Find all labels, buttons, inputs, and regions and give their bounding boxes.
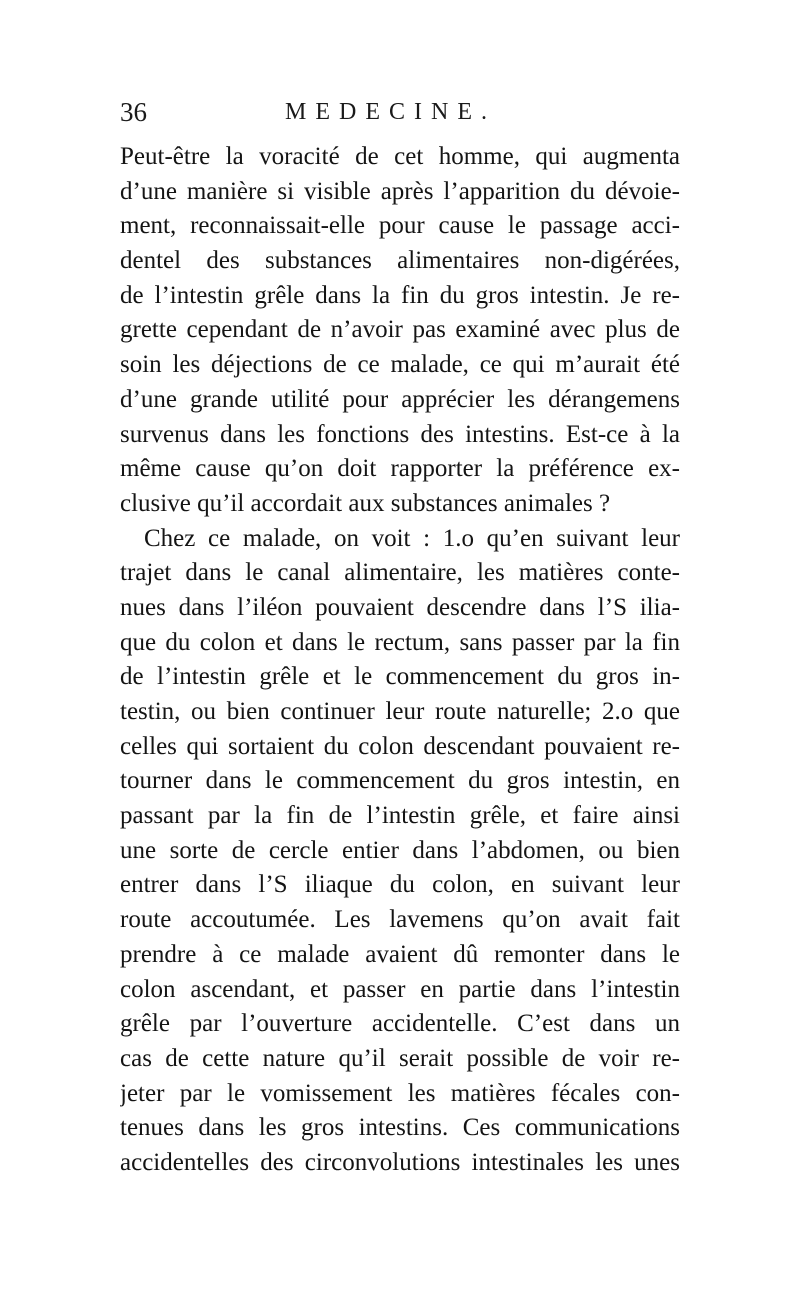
- text-line: grêle par l’ouverture accidentelle. C’est dans un: [120, 1010, 680, 1038]
- text-line: de l’intestin grêle et le commencement du gros in-: [120, 663, 680, 691]
- text-line: jeter par le vomissement les matières fécales con-: [120, 1079, 680, 1107]
- text-line: Chez ce malade, on voit : 1.o qu’en suivant leur: [144, 524, 680, 552]
- text-line: que du colon et dans le rectum, sans passer par la fin: [120, 628, 680, 656]
- text-line: accidentelles des circonvolutions intestinales les unes: [120, 1148, 680, 1176]
- text-line: d’une grande utilité pour apprécier les dérangemens: [120, 385, 680, 413]
- text-line: trajet dans le canal alimentaire, les matières conte-: [120, 559, 680, 587]
- text-line: testin, ou bien continuer leur route naturelle; 2.o que: [120, 698, 680, 725]
- running-head: [120, 92, 680, 132]
- text-line: celles qui sortaient du colon descendant pouvaient re-: [120, 732, 680, 760]
- page-number: 36: [120, 97, 147, 127]
- text-line: Peut-être la voracité de cet homme, qui augmenta: [120, 143, 680, 170]
- running-title: MEDECINE.: [285, 99, 496, 125]
- text-line: de l’intestin grêle dans la fin du gros intestin. Je re-: [120, 281, 680, 309]
- text-line: clusive qu’il accordait aux substances animales ?: [120, 489, 611, 517]
- text-line: une sorte de cercle entier dans l’abdomen, ou bien: [120, 836, 680, 864]
- text-line: soin les déjections de ce malade, ce qui m’aurait été: [120, 351, 680, 379]
- text-line: tenues dans les gros intestins. Ces communications: [120, 1114, 680, 1142]
- text-line: même cause qu’on doit rapporter la préférence ex-: [120, 455, 680, 483]
- text-line: ment, reconnaissait-elle pour cause le passage acci-: [120, 212, 680, 240]
- text-line: d’une manière si visible après l’apparition du dévoie-: [120, 177, 680, 205]
- text-line: dentel des substances alimentaires non-digérées,: [120, 247, 680, 275]
- text-line: route accoutumée. Les lavemens qu’on avait fait: [120, 906, 680, 934]
- text-line: grette cependant de n’avoir pas examiné avec plus de: [120, 316, 680, 344]
- text-line: nues dans l’iléon pouvaient descendre dans l’S ilia-: [120, 593, 680, 621]
- text-line: survenus dans les fonctions des intestins. Est-ce à la: [120, 420, 680, 448]
- text-line: colon ascendant, et passer en partie dans l’intestin: [120, 975, 680, 1003]
- text-line: tourner dans le commencement du gros intestin, en: [120, 767, 680, 795]
- text-line: prendre à ce malade avaient dû remonter dans le: [120, 940, 680, 968]
- body-text: [120, 140, 680, 1181]
- text-line: cas de cette nature qu’il serait possible de voir re-: [120, 1044, 680, 1072]
- text-line: passant par la fin de l’intestin grêle, et faire ainsi: [120, 802, 680, 830]
- text-line: entrer dans l’S iliaque du colon, en suivant leur: [120, 871, 680, 899]
